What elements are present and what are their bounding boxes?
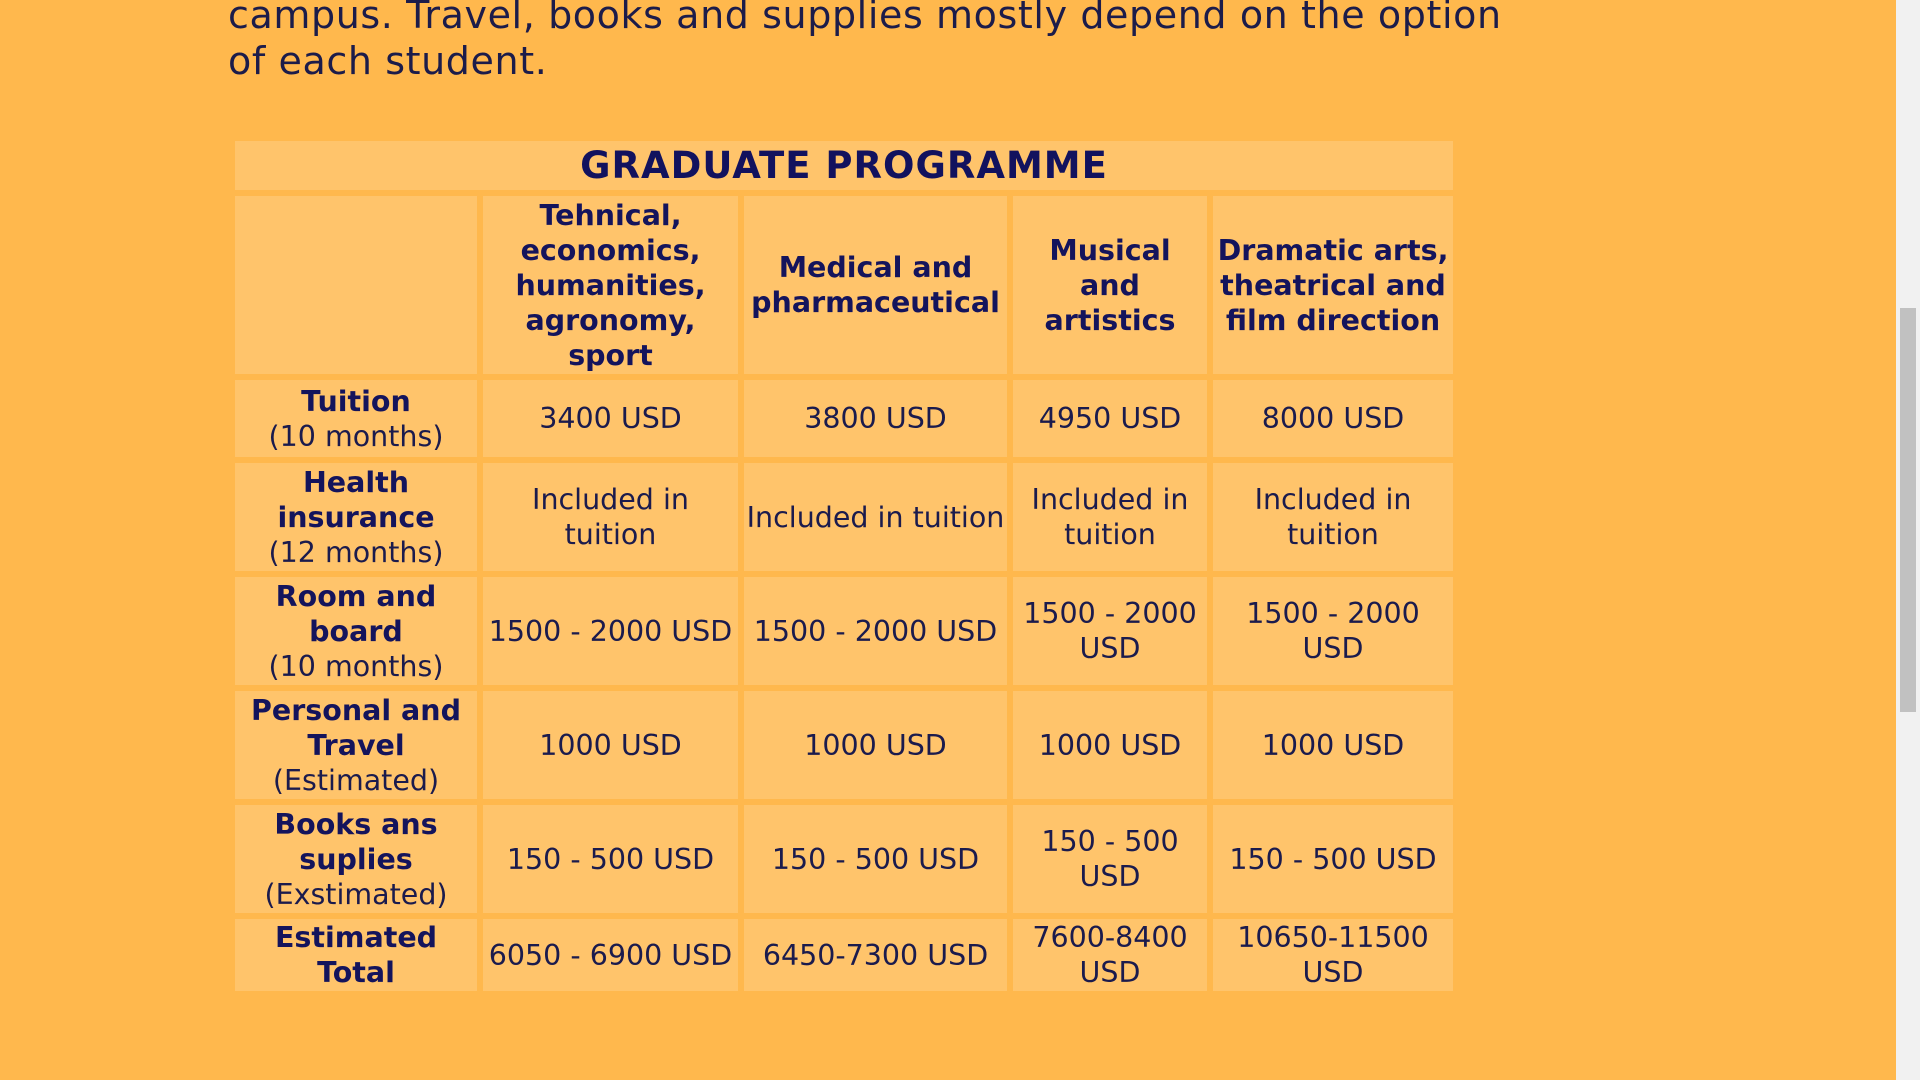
row-label: Personal and Travel <box>251 693 461 762</box>
row-label-cell <box>235 577 477 685</box>
table-cell: 1000 USD <box>1013 691 1207 799</box>
row-label: Health insurance <box>277 465 435 534</box>
table-row <box>235 577 1453 685</box>
table-cell: Included in tuition <box>744 463 1007 571</box>
row-sublabel: (10 months) <box>268 649 444 683</box>
column-header: Tehnical, economics, humanities, agronomy, sport <box>483 196 738 374</box>
table-cell: 150 - 500 USD <box>483 805 738 913</box>
row-label-cell <box>235 463 477 571</box>
empty-header-cell <box>235 196 477 374</box>
table-row <box>235 463 1453 571</box>
table-row <box>235 805 1453 913</box>
table-cell: 1000 USD <box>744 691 1007 799</box>
table-cell: 7600-8400 USD <box>1013 919 1207 991</box>
table-cell: Included in tuition <box>1213 463 1453 571</box>
table-cell: 1500 - 2000 USD <box>1013 577 1207 685</box>
table-row <box>235 919 1453 991</box>
row-sublabel: (Estimated) <box>272 763 440 797</box>
table-cell: 6050 - 6900 USD <box>483 919 738 991</box>
table-row <box>235 691 1453 799</box>
table-cell: 1500 - 2000 USD <box>1213 577 1453 685</box>
table-cell: 4950 USD <box>1013 380 1207 457</box>
column-header: Musical and artistics <box>1013 196 1207 374</box>
table-cell: 150 - 500 USD <box>744 805 1007 913</box>
column-header: Dramatic arts, theatrical and film direction <box>1213 196 1453 374</box>
row-label-cell <box>235 805 477 913</box>
row-label-cell <box>235 919 477 991</box>
table-cell: Included in tuition <box>483 463 738 571</box>
row-label: Estimated Total <box>274 921 438 989</box>
table-row <box>235 380 1453 457</box>
intro-line: of each student. <box>228 39 548 83</box>
row-label-cell <box>235 691 477 799</box>
intro-line: campus. Travel, books and supplies mostly depend on the option <box>228 0 1502 37</box>
row-label-cell <box>235 380 477 457</box>
table-cell: 8000 USD <box>1213 380 1453 457</box>
table-cell: 1500 - 2000 USD <box>483 577 738 685</box>
row-sublabel: (10 months) <box>268 419 444 453</box>
row-sublabel: (12 months) <box>268 535 444 569</box>
row-sublabel: (Exstimated) <box>264 877 448 911</box>
vertical-scrollbar[interactable] <box>1896 0 1920 1080</box>
table-cell: Included in tuition <box>1013 463 1207 571</box>
table-cell: 3400 USD <box>483 380 738 457</box>
table-cell: 1000 USD <box>1213 691 1453 799</box>
intro-paragraph <box>228 0 1502 84</box>
row-label: Room and board <box>275 579 437 648</box>
table-cell: 3800 USD <box>744 380 1007 457</box>
table-cell: 10650-11500 USD <box>1213 919 1453 991</box>
table-cell: 150 - 500 USD <box>1213 805 1453 913</box>
row-label: Books ans suplies <box>274 807 438 876</box>
table-title: GRADUATE PROGRAMME <box>235 141 1453 190</box>
table-cell: 6450-7300 USD <box>744 919 1007 991</box>
table-cell: 1500 - 2000 USD <box>744 577 1007 685</box>
table-cell: 1000 USD <box>483 691 738 799</box>
table-cell: 150 - 500 USD <box>1013 805 1207 913</box>
graduate-fees-table <box>229 135 1459 997</box>
column-header: Medical and pharmaceutical <box>744 196 1007 374</box>
scrollbar-thumb[interactable] <box>1900 308 1916 712</box>
row-label: Tuition <box>301 384 411 418</box>
